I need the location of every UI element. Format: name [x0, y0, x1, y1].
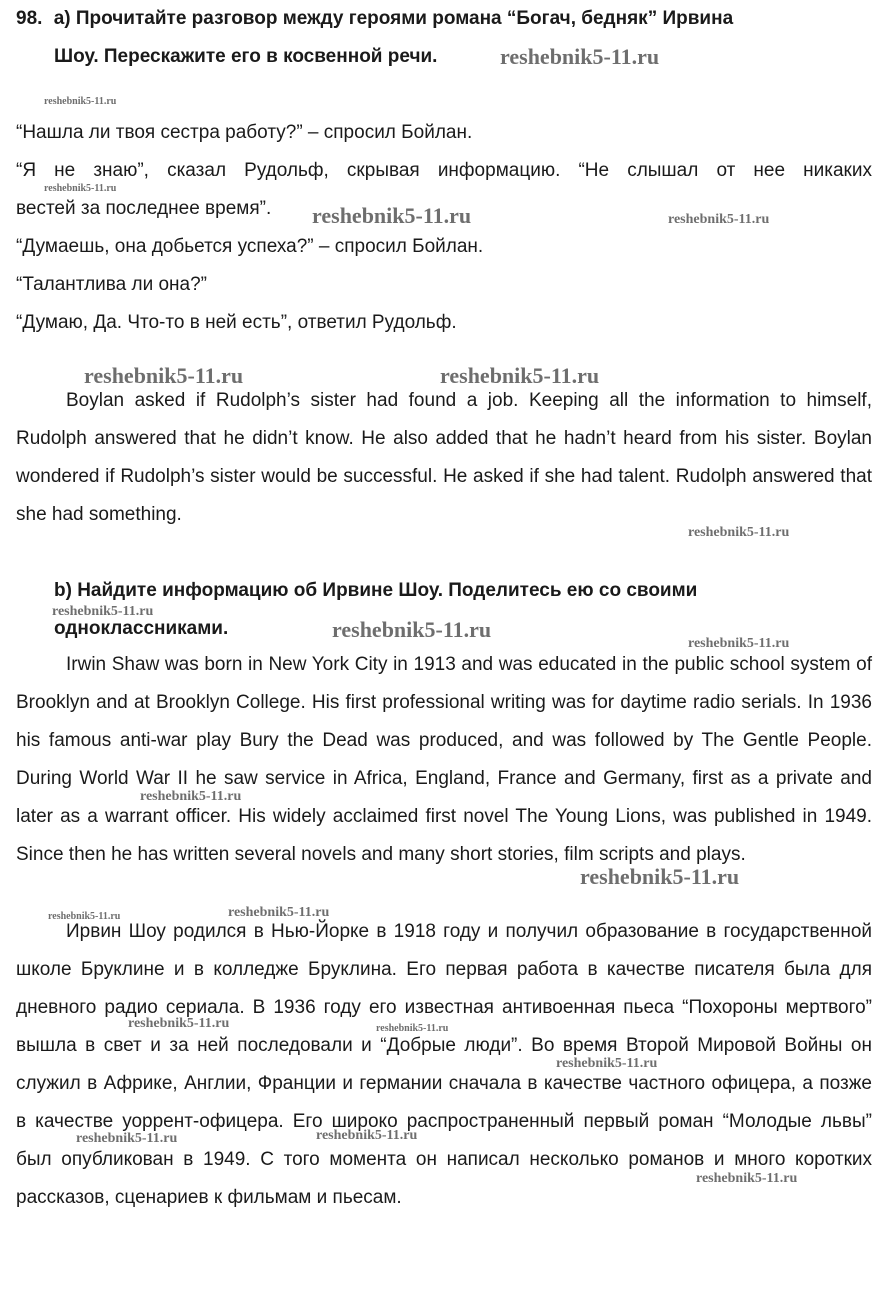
watermark: reshebnik5-11.ru	[316, 1128, 418, 1143]
watermark: reshebnik5-11.ru	[500, 44, 660, 69]
dialogue-line: вестей за последнее время”.	[16, 198, 272, 219]
section-b-heading: b) Найдите информацию об Ирвине Шоу. Поделитесь ею со своими одноклассниками.	[54, 580, 698, 639]
watermark: reshebnik5-11.ru	[48, 911, 121, 922]
section-a-heading-line1: а) Прочитайте разговор между героями романа “Богач, бедняк” Ирвина	[53, 8, 734, 29]
biography-russian-paragraph: Ирвин Шоу родился в Нью-Йорке в 1918 году и получил образование в государственной школе Бруклине и в колледже Бруклина. Его первая работа в качестве писателя была для дневного радио сериала. В 1936 году его известная антивоенная пьеса “Похороны мертвого” вышла в свет и за ней последовали и “Добрые люди”. Во время Второй Мировой Войны он служил в Африке, Англии, Франции и германии сначала в качестве частного офицера, а позже в качестве уоррент-офицера. Его широко распространенный первый роман “Молодые львы” был опубликован в 1949. С того момента он написал несколько романов и много коротких рассказов, сценариев к фильмам и пьесам.	[16, 921, 872, 1208]
dialogue-line: “Думаю, Да. Что-то в ней есть”, ответил Рудольф.	[16, 312, 457, 333]
watermark: reshebnik5-11.ru	[44, 96, 117, 107]
section-a-heading-line2: Шоу. Перескажите его в косвенной речи.	[54, 46, 438, 67]
watermark: reshebnik5-11.ru	[556, 1056, 658, 1071]
watermark: reshebnik5-11.ru	[44, 183, 117, 194]
watermark: reshebnik5-11.ru	[376, 1023, 449, 1034]
watermark: reshebnik5-11.ru	[688, 525, 790, 540]
dialogue-line: “Я не знаю”, сказал Рудольф, скрывая информацию. “Не слышал от нее никаких	[16, 160, 872, 181]
reported-speech-paragraph: Boylan asked if Rudolph’s sister had found a job. Keeping all the information to himself, Rudolph answered that he didn’t know. He also added that he hadn’t heard from his sister. Boylan wondered if Rudolph’s sister would be successful. He asked if she had talent. Rudolph answered that she had something.	[16, 390, 872, 525]
watermark: reshebnik5-11.ru	[688, 636, 790, 651]
exercise-number: 98.	[16, 8, 43, 29]
watermark: reshebnik5-11.ru	[228, 905, 330, 920]
dialogue-line: “Талантлива ли она?”	[16, 274, 208, 295]
watermark: reshebnik5-11.ru	[332, 617, 492, 642]
watermark: reshebnik5-11.ru	[696, 1171, 798, 1186]
watermark: reshebnik5-11.ru	[128, 1016, 230, 1031]
watermark: reshebnik5-11.ru	[312, 203, 472, 228]
watermark: reshebnik5-11.ru	[140, 789, 242, 804]
dialogue-line: “Нашла ли твоя сестра работу?” – спросил Бойлан.	[16, 122, 473, 143]
section-a-heading	[16, 0, 872, 76]
watermark: reshebnik5-11.ru	[668, 212, 770, 227]
watermark: reshebnik5-11.ru	[84, 363, 244, 388]
watermark: reshebnik5-11.ru	[440, 363, 600, 388]
watermark: reshebnik5-11.ru	[76, 1131, 178, 1146]
biography-english-paragraph: Irwin Shaw was born in New York City in 1913 and was educated in the public school system of Brooklyn and at Brooklyn College. His first professional writing was for daytime radio serials. In 1936 his famous anti-war play Bury the Dead was produced, and was followed by The Gentle People. During World War II he saw service in Africa, England, France and Germany, first as a private and later as a warrant officer. His widely acclaimed first novel The Young Lions, was published in 1949. Since then he has written several novels and many short stories, film scripts and plays.	[16, 654, 872, 865]
watermark: reshebnik5-11.ru	[580, 864, 740, 889]
watermark: reshebnik5-11.ru	[52, 604, 154, 619]
dialogue-line: “Думаешь, она добьется успеха?” – спросил Бойлан.	[16, 236, 484, 257]
